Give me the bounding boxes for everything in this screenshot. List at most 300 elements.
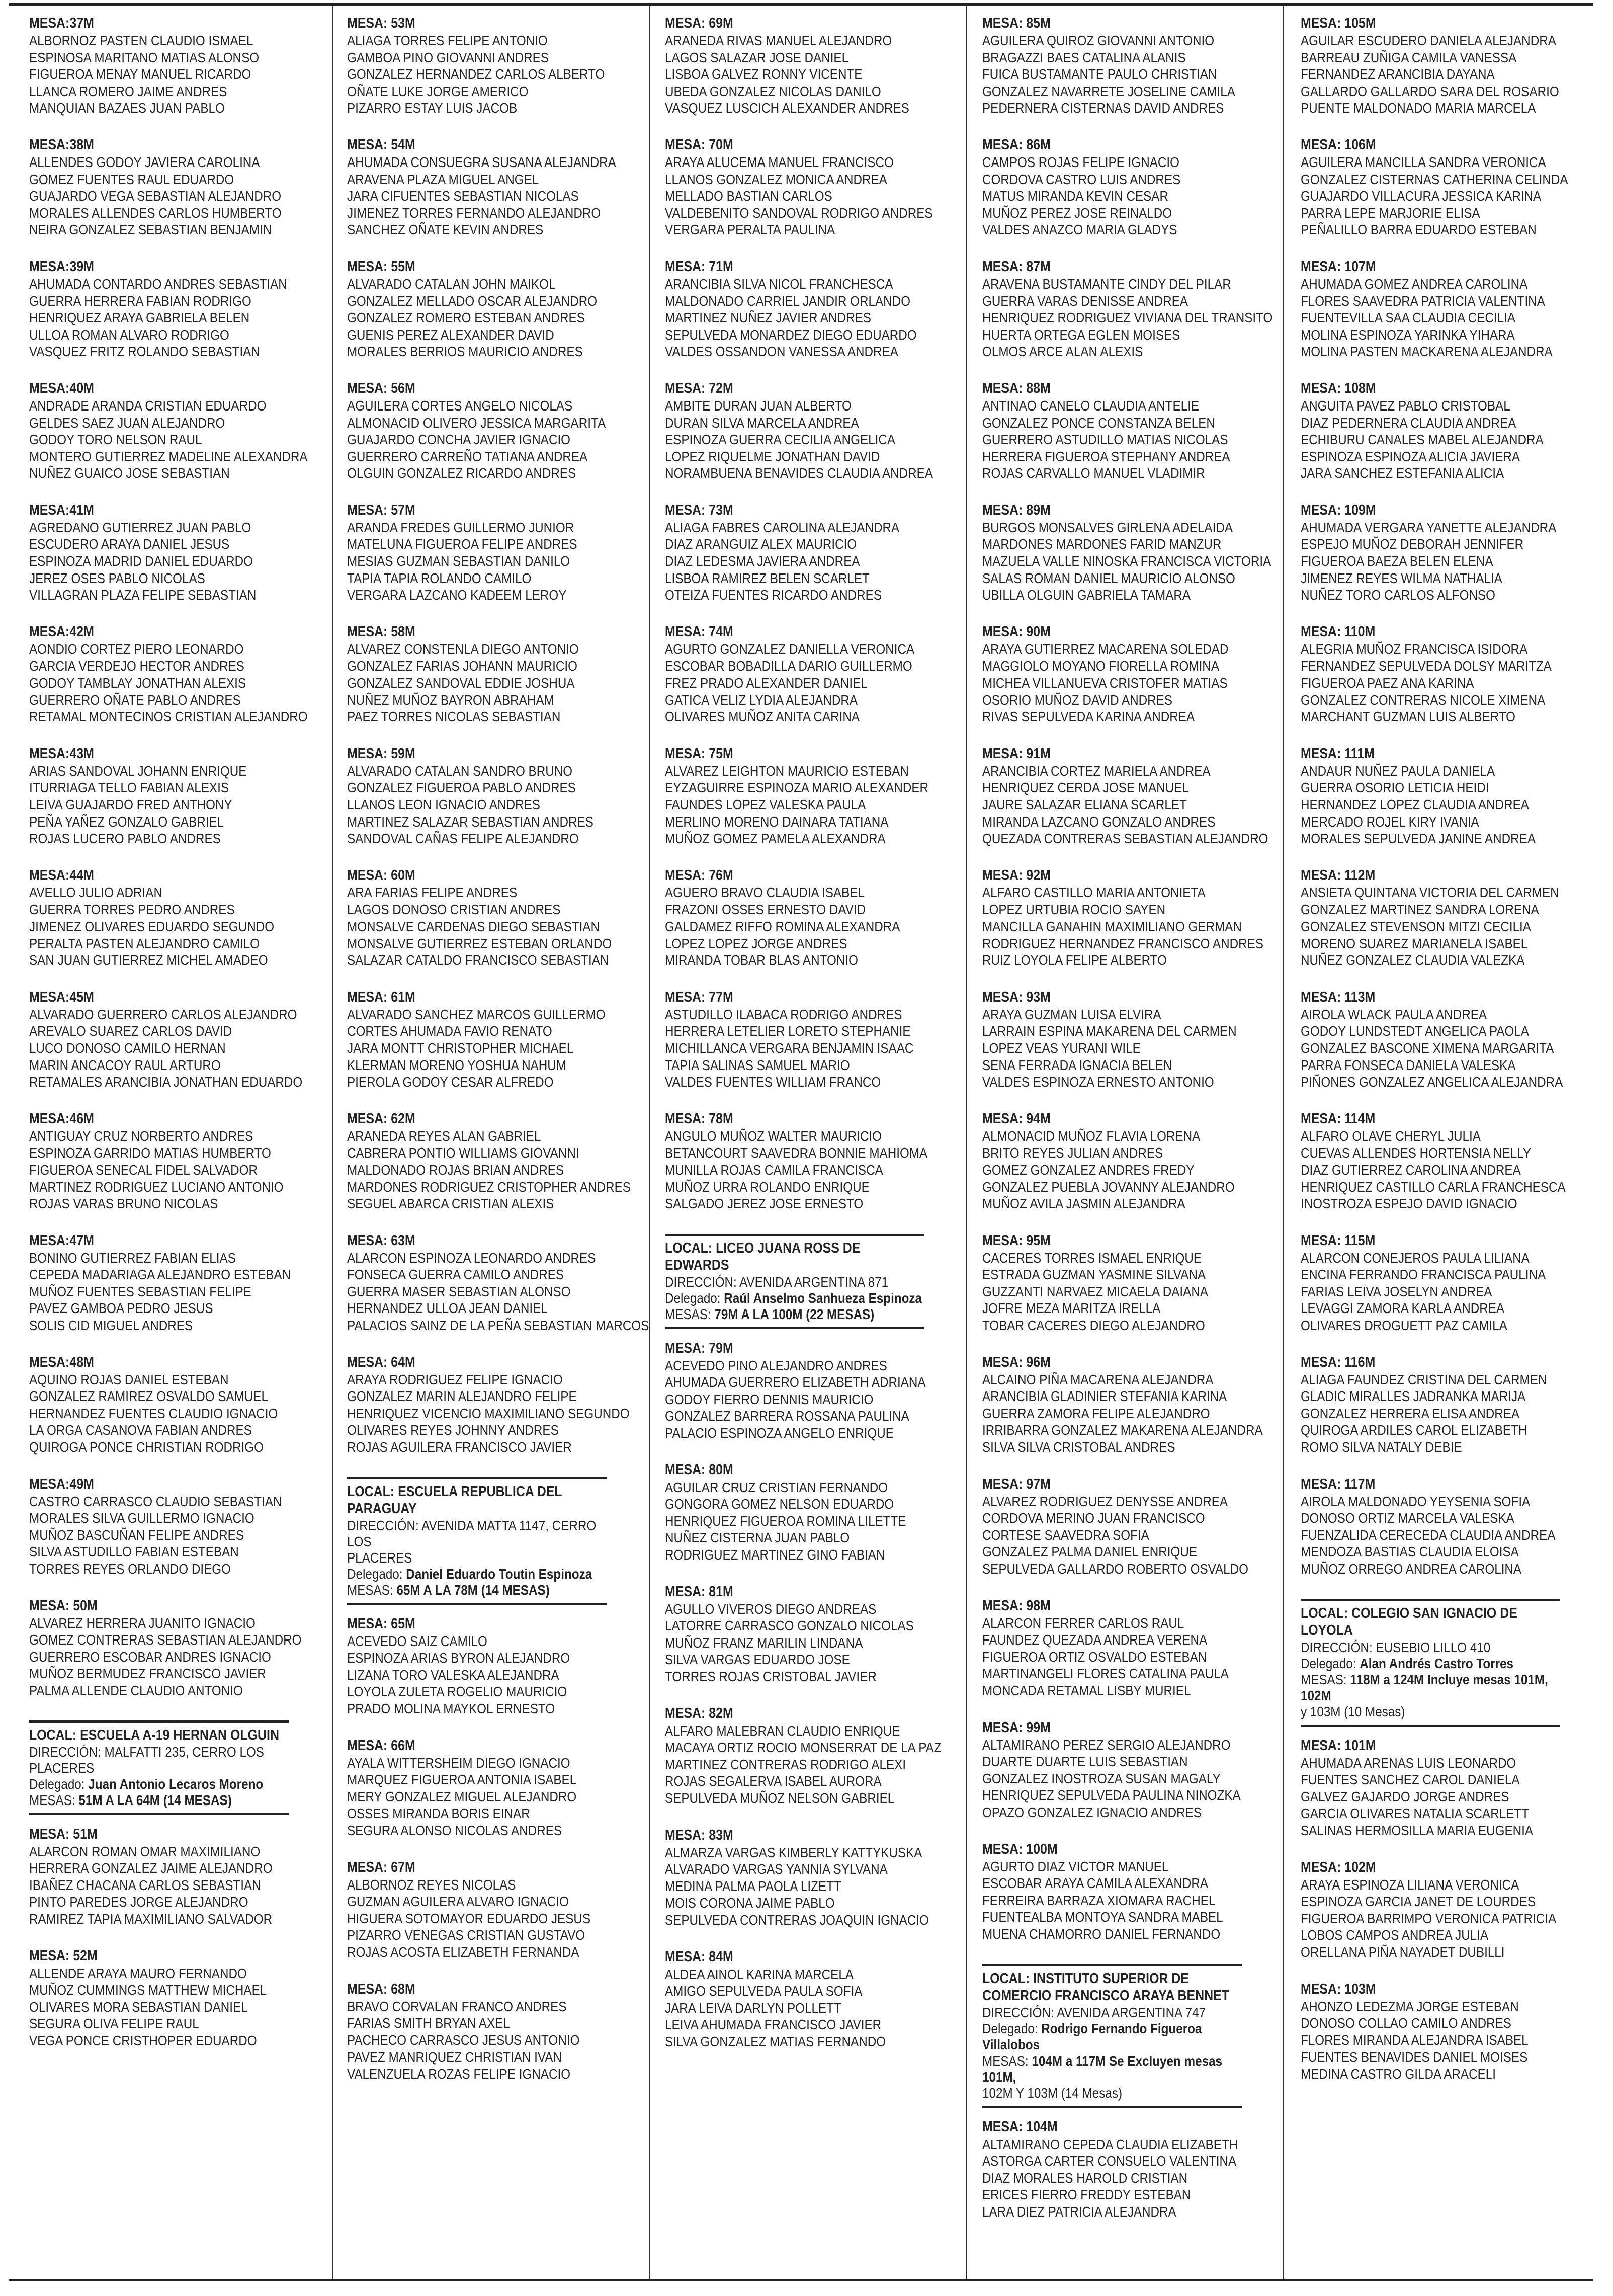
voter-name: GUERRA VARAS DENISSE ANDREA	[982, 292, 1188, 309]
mesa-block	[347, 1232, 649, 1353]
voter-name: JIMENEZ REYES WILMA NATHALIA	[1301, 569, 1502, 586]
voter-name: MAZUELA VALLE NINOSKA FRANCISCA VICTORIA	[982, 553, 1271, 569]
voter-name: AGUILERA MANCILLA SANDRA VERONICA	[1301, 153, 1546, 170]
local-detail-value: 65M A LA 78M (14 MESAS)	[396, 1581, 550, 1598]
mesa-block	[665, 14, 924, 136]
voter-name: GAMBOA PINO GIOVANNI ANDRES	[347, 49, 549, 65]
column-divider	[1283, 5, 1284, 2279]
voter-name: ALTAMIRANO PEREZ SERGIO ALEJANDRO	[982, 1736, 1231, 1753]
voter-name: GALVEZ GAJARDO JORGE ANDRES	[1301, 1788, 1509, 1805]
voter-name: SALINAS HERMOSILLA MARIA EUGENIA	[1301, 1822, 1534, 1838]
mesa-block	[29, 136, 289, 258]
spacer	[29, 360, 289, 379]
voter-name: FIGUEROA PAEZ ANA KARINA	[1301, 675, 1474, 691]
spacer	[1301, 1334, 1560, 1353]
spacer	[29, 604, 289, 623]
mesa-block	[982, 379, 1242, 501]
local-detail-value: 79M A LA 100M (22 MESAS)	[714, 1305, 875, 1322]
mesa-title: MESA: 90M	[982, 623, 1051, 640]
voter-name: MUÑOZ AVILA JASMIN ALEJANDRA	[982, 1195, 1185, 1212]
voter-name: HENRIQUEZ CASTILLO CARLA FRANCHESCA	[1301, 1178, 1566, 1195]
voter-name: JARA CIFUENTES SEBASTIAN NICOLAS	[347, 188, 579, 204]
voter-name: LARRAIN ESPINA MAKARENA DEL CARMEN	[982, 1023, 1237, 1039]
spacer	[982, 1334, 1242, 1353]
voter-name: AGULLO VIVEROS DIEGO ANDREAS	[665, 1600, 877, 1617]
voter-name: CABRERA PONTIO WILLIAMS GIOVANNI	[347, 1144, 579, 1161]
voter-name: SEPULVEDA MONARDEZ DIEGO EDUARDO	[665, 326, 917, 343]
spacer	[29, 1091, 289, 1110]
voter-name: LEIVA GUAJARDO FRED ANTHONY	[29, 796, 232, 812]
mesa-title: MESA:37M	[29, 15, 94, 31]
voter-name: ACEVEDO PINO ALEJANDRO ANDRES	[665, 1357, 887, 1373]
mesa-block	[665, 1583, 924, 1704]
voter-name: JARA MONTT CHRISTOPHER MICHAEL	[347, 1039, 574, 1056]
voter-name: DIAZ GUTIERREZ CAROLINA ANDREA	[1301, 1161, 1521, 1178]
spacer	[1301, 1578, 1560, 1597]
voter-name: SOLIS CID MIGUEL ANDRES	[29, 1317, 193, 1334]
column-3	[665, 14, 942, 2273]
local-detail-value: Raúl Anselmo Sanhueza Espinoza	[724, 1289, 922, 1306]
spacer	[665, 238, 924, 258]
voter-name: MICHEA VILLANUEVA CRISTOFER MATIAS	[982, 675, 1228, 691]
voter-name: ROJAS VARAS BRUNO NICOLAS	[29, 1195, 218, 1212]
voter-name: ALARCON CONEJEROS PAULA LILIANA	[1301, 1249, 1530, 1266]
voter-name: FIGUEROA ORTIZ OSVALDO ESTEBAN	[982, 1648, 1207, 1665]
voter-name: AREVALO SUAREZ CARLOS DAVID	[29, 1023, 232, 1039]
voter-name: GUERRA HERRERA FABIAN RODRIGO	[29, 292, 251, 309]
mesa-title: MESA:41M	[29, 502, 94, 518]
voter-name: ALCAINO PIÑA MACARENA ALEJANDRA	[982, 1371, 1214, 1387]
voter-name: ESPINOSA MARITANO MATIAS ALONSO	[29, 49, 260, 65]
local-block	[347, 1477, 607, 1605]
voter-name: LUCO DONOSO CAMILO HERNAN	[29, 1039, 226, 1056]
local-detail-label: Delegado:	[1301, 1655, 1360, 1671]
voter-name: LOYOLA ZULETA ROGELIO MAURICIO	[347, 1683, 567, 1700]
voter-name: DUARTE DUARTE LUIS SEBASTIAN	[982, 1753, 1188, 1770]
voter-name: RIVAS SEPULVEDA KARINA ANDREA	[982, 708, 1195, 725]
mesa-block	[29, 14, 289, 136]
column-4	[982, 14, 1273, 2273]
voter-name: ARAYA RODRIGUEZ FELIPE IGNACIO	[347, 1371, 563, 1387]
voter-name: ANTIGUAY CRUZ NORBERTO ANDRES	[29, 1127, 253, 1144]
spacer	[347, 1091, 607, 1110]
local-detail-line	[665, 1306, 924, 1322]
voter-name: GOMEZ CONTRERAS SEBASTIAN ALEJANDRO	[29, 1631, 302, 1648]
voter-name: PALACIOS SAINZ DE LA PEÑA SEBASTIAN MARCOS	[347, 1317, 649, 1334]
mesa-title: MESA:47M	[29, 1232, 94, 1249]
voter-name: ALFARO OLAVE CHERYL JULIA	[1301, 1127, 1481, 1144]
spacer	[1301, 238, 1560, 258]
voter-name: RAMIREZ TAPIA MAXIMILIANO SALVADOR	[29, 1910, 273, 1927]
voter-name: SENA FERRADA IGNACIA BELEN	[982, 1056, 1172, 1073]
voter-name: GUENIS PEREZ ALEXANDER DAVID	[347, 326, 554, 343]
voter-name: MARTINEZ NUÑEZ JAVIER ANDRES	[665, 309, 871, 326]
mesa-title: MESA: 98M	[982, 1597, 1051, 1614]
voter-name: VALDES ANAZCO MARIA GLADYS	[982, 221, 1177, 238]
voter-name: GUAJARDO VEGA SEBASTIAN ALEJANDRO	[29, 188, 282, 204]
voter-name: PEÑA YAÑEZ GONZALO GABRIEL	[29, 813, 224, 830]
voter-name: MICHILLANCA VERGARA BENJAMIN ISAAC	[665, 1039, 914, 1056]
mesa-title: MESA: 59M	[347, 745, 415, 762]
voter-name: SILVA SILVA CRISTOBAL ANDRES	[982, 1439, 1175, 1455]
spacer	[1301, 847, 1560, 866]
spacer	[347, 1961, 607, 1980]
mesa-block	[982, 745, 1268, 866]
voter-name: HENRIQUEZ VICENCIO MAXIMILIANO SEGUNDO	[347, 1405, 630, 1421]
voter-name: OLIVARES MUÑOZ ANITA CARINA	[665, 708, 860, 725]
mesa-block	[665, 379, 933, 501]
voter-name: ESPINOZA ESPINOZA ALICIA JAVIERA	[1301, 448, 1520, 464]
voter-name: GUERRA MASER SEBASTIAN ALONSO	[347, 1283, 571, 1299]
voter-name: PIZARRO ESTAY LUIS JACOB	[347, 100, 518, 116]
mesa-block	[982, 1232, 1242, 1353]
voter-name: ITURRIAGA TELLO FABIAN ALEXIS	[29, 779, 229, 796]
voter-name: BURGOS MONSALVES GIRLENA ADELAIDA	[982, 519, 1233, 535]
local-detail-label: Delegado:	[29, 1775, 89, 1792]
voter-name: MORALES SILVA GUILLERMO IGNACIO	[29, 1510, 254, 1526]
spacer	[1301, 604, 1560, 623]
voter-name: MARIN ANCACOY RAUL ARTURO	[29, 1056, 221, 1073]
mesa-title: MESA:40M	[29, 380, 94, 396]
local-detail-line	[1301, 1703, 1560, 1719]
voter-name: OSORIO MUÑOZ DAVID ANDRES	[982, 691, 1173, 708]
voter-name: ESPEJO MUÑOZ DEBORAH JENNIFER	[1301, 536, 1524, 552]
local-name: LOCAL: COLEGIO SAN IGNACIO DE LOYOLA	[1301, 1605, 1517, 1638]
voter-name: FIGUEROA BAEZA BELEN ELENA	[1301, 553, 1493, 569]
spacer	[29, 1212, 289, 1232]
voter-name: MUÑOZ BERMUDEZ FRANCISCO JAVIER	[29, 1665, 266, 1682]
mesa-title: MESA: 117M	[1301, 1475, 1376, 1492]
voter-name: LOPEZ LOPEZ JORGE ANDRES	[665, 935, 847, 951]
voter-name: OLMOS ARCE ALAN ALEXIS	[982, 343, 1143, 360]
voter-name: IBAÑEZ CHACANA CARLOS SEBASTIAN	[29, 1876, 261, 1893]
mesa-title: MESA: 112M	[1301, 867, 1376, 883]
voter-name: UBEDA GONZALEZ NICOLAS DANILO	[665, 83, 881, 99]
voter-name: PARRA LEPE MARJORIE ELISA	[1301, 204, 1480, 221]
local-detail-line	[347, 1566, 607, 1582]
voter-name: NUÑEZ CISTERNA JUAN PABLO	[665, 1529, 850, 1546]
spacer	[982, 238, 1242, 258]
voter-name: MALDONADO ROJAS BRIAN ANDRES	[347, 1161, 564, 1178]
voter-name: GLADIC MIRALLES JADRANKA MARIJA	[1301, 1388, 1526, 1405]
voter-name: VALDES OSSANDON VANESSA ANDREA	[665, 343, 898, 360]
voter-name: ALMARZA VARGAS KIMBERLY KATTYKUSKA	[665, 1844, 922, 1860]
voter-name: TOBAR CACERES DIEGO ALEJANDRO	[982, 1317, 1205, 1334]
local-block	[29, 1720, 289, 1815]
voter-name: CEPEDA MADARIAGA ALEJANDRO ESTEBAN	[29, 1266, 291, 1283]
local-detail-line	[347, 1517, 607, 1549]
voter-name: FIGUEROA BARRIMPO VERONICA PATRICIA	[1301, 1910, 1557, 1926]
mesa-title: MESA: 56M	[347, 380, 415, 396]
voter-name: GONZALEZ FARIAS JOHANN MAURICIO	[347, 658, 577, 674]
voter-name: ESPINOZA GARRIDO MATIAS HUMBERTO	[29, 1144, 271, 1161]
local-detail-value: Villalobos	[982, 2036, 1040, 2053]
voter-name: AGREDANO GUTIERREZ JUAN PABLO	[29, 519, 251, 535]
voter-name: GONZALEZ BASCONE XIMENA MARGARITA	[1301, 1039, 1554, 1056]
voter-name: SEGURA OLIVA FELIPE RAUL	[29, 2015, 199, 2032]
voter-name: MEDINA CASTRO GILDA ARACELI	[1301, 2065, 1496, 2082]
voter-name: AHONZO LEDEZMA JORGE ESTEBAN	[1301, 1998, 1519, 2014]
spacer	[347, 725, 607, 745]
voter-name: LOPEZ VEAS YURANI WILE	[982, 1039, 1141, 1056]
voter-name: VALENZUELA ROZAS FELIPE IGNACIO	[347, 2065, 571, 2082]
mesa-title: MESA: 104M	[982, 2118, 1058, 2135]
spacer	[347, 482, 607, 501]
voter-name: GONZALEZ MELLADO OSCAR ALEJANDRO	[347, 292, 598, 309]
mesa-title: MESA: 85M	[982, 15, 1051, 31]
voter-name: ALIAGA FABRES CAROLINA ALEJANDRA	[665, 519, 900, 535]
local-detail-line	[982, 2004, 1242, 2020]
top-rule	[9, 3, 1593, 6]
voter-name: JOFRE MEZA MARITZA IRELLA	[982, 1300, 1161, 1317]
local-detail-line	[665, 1274, 924, 1290]
voter-name: ANDRADE ARANDA CRISTIAN EDUARDO	[29, 397, 267, 414]
voter-name: OLGUIN GONZALEZ RICARDO ANDRES	[347, 465, 576, 481]
voter-name: TORRES REYES ORLANDO DIEGO	[29, 1561, 231, 1577]
spacer	[1301, 1091, 1560, 1110]
voter-name: GUERRERO CARREÑO TATIANA ANDREA	[347, 448, 588, 464]
mesa-block	[29, 379, 308, 501]
mesa-title: MESA: 60M	[347, 867, 415, 883]
voter-name: MELLADO BASTIAN CARLOS	[665, 188, 832, 204]
local-detail-label: DIRECCIÓN: EUSEBIO LILLO 410	[1301, 1638, 1491, 1655]
voter-name: ORELLANA PIÑA NAYADET DUBILLI	[1301, 1943, 1505, 1960]
voter-name: AGUILERA CORTES ANGELO NICOLAS	[347, 397, 573, 414]
mesa-block	[347, 14, 607, 136]
voter-name: ALVARADO GUERRERO CARLOS ALEJANDRO	[29, 1006, 297, 1022]
spacer	[29, 1456, 289, 1475]
mesa-block	[1301, 14, 1560, 136]
mesa-block	[29, 1353, 289, 1475]
spacer	[665, 1564, 924, 1583]
voter-name: MERCADO ROJEL KIRY IVANIA	[1301, 813, 1479, 830]
mesa-block	[665, 1339, 924, 1461]
mesa-title: MESA:45M	[29, 989, 94, 1005]
mesa-title: MESA: 62M	[347, 1110, 415, 1127]
voter-name: ARANEDA RIVAS MANUEL ALEJANDRO	[665, 32, 892, 48]
local-detail-label: DIRECCIÓN: AVENIDA ARGENTINA 747	[982, 2004, 1206, 2020]
voter-name: PIZARRO VENEGAS CRISTIAN GUSTAVO	[347, 1927, 585, 1943]
voter-name: AMIGO SEPULVEDA PAULA SOFIA	[665, 1983, 863, 1999]
mesa-title: MESA: 69M	[665, 15, 733, 31]
voter-name: MEDINA PALMA PAOLA LIZETT	[665, 1877, 841, 1894]
voter-name: HENRIQUEZ RODRIGUEZ VIVIANA DEL TRANSITO	[982, 309, 1273, 326]
voter-name: KLERMAN MORENO YOSHUA NAHUM	[347, 1056, 566, 1073]
voter-name: LAGOS SALAZAR JOSE DANIEL	[665, 49, 849, 65]
voter-name: ALVARADO VARGAS YANNIA SYLVANA	[665, 1861, 888, 1877]
voter-name: CORDOVA CASTRO LUIS ANDRES	[982, 171, 1181, 187]
mesa-block	[665, 866, 924, 988]
spacer	[982, 1943, 1242, 1962]
mesa-title: MESA: 79M	[665, 1340, 733, 1356]
voter-name: MUÑOZ ORREGO ANDREA CAROLINA	[1301, 1561, 1522, 1577]
spacer	[347, 1839, 607, 1858]
voter-name: GODOY TORO NELSON RAUL	[29, 431, 202, 448]
voter-name: ARIAS SANDOVAL JOHANN ENRIQUE	[29, 762, 247, 779]
voter-name: GUERRA ZAMORA FELIPE ALEJANDRO	[982, 1405, 1210, 1421]
local-block	[665, 1234, 924, 1329]
mesa-title: MESA: 65M	[347, 1615, 415, 1632]
voter-name: QUIROGA PONCE CHRISTIAN RODRIGO	[29, 1439, 264, 1455]
voter-name: RUIZ LOYOLA FELIPE ALBERTO	[982, 952, 1167, 968]
mesa-block	[982, 988, 1242, 1110]
voter-name: GONZALEZ STEVENSON MITZI CECILIA	[1301, 918, 1531, 934]
spacer	[29, 969, 289, 988]
voter-name: JIMENEZ TORRES FERNANDO ALEJANDRO	[347, 204, 601, 221]
mesa-block	[665, 988, 924, 1110]
mesa-title: MESA: 103M	[1301, 1981, 1376, 1997]
voter-name: ROMO SILVA NATALY DEBIE	[1301, 1439, 1462, 1455]
mesa-block	[347, 1353, 630, 1475]
spacer	[1301, 482, 1560, 501]
voter-name: PEDERNERA CISTERNAS DAVID ANDRES	[982, 100, 1224, 116]
local-detail-label: MESAS:	[347, 1581, 397, 1598]
voter-name: MUÑOZ GOMEZ PAMELA ALEXANDRA	[665, 830, 886, 847]
mesa-block	[982, 136, 1242, 258]
voter-name: FIGUEROA SENECAL FIDEL SALVADOR	[29, 1161, 258, 1178]
voter-name: EYZAGUIRRE ESPINOZA MARIO ALEXANDER	[665, 779, 929, 796]
spacer	[347, 1717, 607, 1737]
mesa-block	[347, 258, 607, 379]
voter-name: GONZALEZ CISTERNAS CATHERINA CELINDA	[1301, 171, 1568, 187]
mesa-title: MESA: 83M	[665, 1827, 733, 1843]
voter-name: VEGA PONCE CRISTHOPER EDUARDO	[29, 2032, 257, 2048]
mesa-title: MESA:39M	[29, 258, 94, 275]
voter-name: ESCOBAR BOBADILLA DARIO GUILLERMO	[665, 658, 912, 674]
mesa-block	[982, 1718, 1242, 1840]
mesa-title: MESA: 73M	[665, 502, 733, 518]
spacer	[665, 725, 924, 745]
spacer	[29, 847, 289, 866]
voter-name: MACAYA ORTIZ ROCIO MONSERRAT DE LA PAZ	[665, 1739, 942, 1756]
mesa-title: MESA: 63M	[347, 1232, 415, 1249]
mesa-block	[982, 501, 1271, 623]
spacer	[665, 847, 924, 866]
voter-name: CACERES TORRES ISMAEL ENRIQUE	[982, 1249, 1202, 1266]
voter-name: GONZALEZ NAVARRETE JOSELINE CAMILA	[982, 83, 1235, 99]
voter-name: GUZZANTI NARVAEZ MICAELA DAIANA	[982, 1283, 1209, 1299]
voter-name: IRRIBARRA GONZALEZ MAKARENA ALEJANDRA	[982, 1422, 1263, 1438]
mesa-block	[1301, 1980, 1560, 2102]
mesa-block	[347, 136, 616, 258]
voter-name: GONZALEZ ROMERO ESTEBAN ANDRES	[347, 309, 585, 326]
mesa-title: MESA: 81M	[665, 1583, 733, 1600]
voter-name: ALVARADO CATALAN SANDRO BRUNO	[347, 762, 573, 779]
column-divider	[966, 5, 967, 2279]
voter-name: TAPIA SALINAS SAMUEL MARIO	[665, 1056, 850, 1073]
voter-name: GONZALEZ MARIN ALEJANDRO FELIPE	[347, 1388, 577, 1405]
voter-name: GONZALEZ PONCE CONSTANZA BELEN	[982, 414, 1215, 431]
voter-name: AGUILAR CRUZ CRISTIAN FERNANDO	[665, 1479, 888, 1495]
voter-name: ARAVENA PLAZA MIGUEL ANGEL	[347, 171, 539, 187]
local-detail-label: MESAS:	[665, 1305, 715, 1322]
voter-name: VILLAGRAN PLAZA FELIPE SEBASTIAN	[29, 587, 257, 603]
voter-name: MARTINEZ SALAZAR SEBASTIAN ANDRES	[347, 813, 593, 830]
voter-name: HERRERA LETELIER LORETO STEPHANIE	[665, 1023, 911, 1039]
mesa-block	[665, 1826, 929, 1948]
voter-name: FERREIRA BARRAZA XIOMARA RACHEL	[982, 1892, 1216, 1908]
mesa-title: MESA: 116M	[1301, 1354, 1376, 1370]
voter-name: CORTESE SAAVEDRA SOFIA	[982, 1526, 1149, 1543]
mesa-title: MESA: 53M	[347, 15, 415, 31]
spacer	[29, 2049, 289, 2069]
voter-name: LOPEZ URTUBIA ROCIO SAYEN	[982, 901, 1166, 918]
mesa-title: MESA: 110M	[1301, 623, 1376, 640]
voter-name: ANDAUR NUÑEZ PAULA DANIELA	[1301, 762, 1495, 779]
voter-name: GALDAMEZ RIFFO ROMINA ALEXANDRA	[665, 918, 900, 934]
mesa-block	[665, 745, 929, 866]
local-detail-line	[29, 1744, 289, 1776]
voter-name: MIRANDA LAZCANO GONZALO ANDRES	[982, 813, 1216, 830]
mesa-title: MESA:46M	[29, 1110, 94, 1127]
voter-name: PAEZ TORRES NICOLAS SEBASTIAN	[347, 708, 561, 725]
voter-name: DIAZ LEDESMA JAVIERA ANDREA	[665, 553, 860, 569]
voter-name: ALVAREZ CONSTENLA DIEGO ANTONIO	[347, 640, 579, 657]
voter-name: ANSIETA QUINTANA VICTORIA DEL CARMEN	[1301, 884, 1559, 900]
voter-name: ALEGRIA MUÑOZ FRANCISCA ISIDORA	[1301, 640, 1528, 657]
voter-name: ROJAS CARVALLO MANUEL VLADIMIR	[982, 465, 1205, 481]
column-2	[347, 14, 649, 2273]
mesa-title: MESA: 54M	[347, 136, 415, 153]
mesa-block	[347, 1110, 631, 1232]
voter-name: MUENA CHAMORRO DANIEL FERNANDO	[982, 1925, 1221, 1942]
local-detail-label: DIRECCIÓN: MALFATTI 235, CERRO LOS PLACERES	[29, 1743, 264, 1776]
voter-name: BRITO REYES JULIAN ANDRES	[982, 1144, 1163, 1161]
voter-name: ALARCON FERRER CARLOS RAUL	[982, 1614, 1184, 1631]
mesa-block	[982, 1840, 1242, 1962]
mesa-block	[29, 1947, 289, 2069]
voter-name: JAURE SALAZAR ELIANA SCARLET	[982, 796, 1187, 812]
voter-name: PINTO PAREDES JORGE ALEJANDRO	[29, 1894, 248, 1910]
voter-name: ESPINOZA GUERRA CECILIA ANGELICA	[665, 431, 896, 448]
local-detail-value: Alan Andrés Castro Torres	[1360, 1655, 1514, 1671]
voter-name: ALARCON ESPINOZA LEONARDO ANDRES	[347, 1249, 596, 1266]
voter-name: MANCILLA GANAHIN MAXIMILIANO GERMAN	[982, 918, 1242, 934]
voter-name: OLIVARES DROGUETT PAZ CAMILA	[1301, 1317, 1507, 1334]
voter-name: MUÑOZ FRANZ MARILIN LINDANA	[665, 1634, 863, 1651]
mesa-title: MESA: 111M	[1301, 745, 1375, 762]
mesa-title: MESA: 75M	[665, 745, 733, 762]
mesa-title: MESA: 55M	[347, 258, 415, 275]
voter-name: MOIS CORONA JAIME PABLO	[665, 1895, 835, 1911]
voter-name: SEGURA ALONSO NICOLAS ANDRES	[347, 1822, 562, 1838]
voter-name: GELDES SAEZ JUAN ALEJANDRO	[29, 414, 225, 431]
voter-name: DIAZ PEDERNERA CLAUDIA ANDREA	[1301, 414, 1516, 431]
voter-name: PAVEZ GAMBOA PEDRO JESUS	[29, 1300, 213, 1317]
voter-name: FUENZALIDA CERECEDA CLAUDIA ANDREA	[1301, 1526, 1556, 1543]
mesa-block	[982, 1353, 1263, 1475]
spacer	[29, 117, 289, 136]
voter-name: DONOSO ORTIZ MARCELA VALESKA	[1301, 1510, 1514, 1526]
voter-name: AHUMADA CONSUEGRA SUSANA ALEJANDRA	[347, 153, 616, 170]
mesa-block	[29, 623, 308, 745]
spacer	[29, 1578, 289, 1597]
local-name: LOCAL: ESCUELA A-19 HERNAN OLGUIN	[29, 1727, 279, 1743]
voter-name: AIROLA MALDONADO YEYSENIA SOFIA	[1301, 1493, 1531, 1509]
spacer	[347, 604, 607, 623]
voter-name: TORRES ROJAS CRISTOBAL JAVIER	[665, 1668, 877, 1684]
mesa-block	[982, 866, 1263, 988]
local-name: LOCAL: INSTITUTO SUPERIOR DE COMERCIO FRANCISCO ARAYA BENNET	[982, 1970, 1230, 2004]
mesa-block	[982, 1475, 1249, 1597]
voter-name: MATUS MIRANDA KEVIN CESAR	[982, 188, 1168, 204]
mesa-title: MESA: 61M	[347, 989, 415, 1005]
column-1	[29, 14, 308, 2273]
voter-name: MORALES SEPULVEDA JANINE ANDREA	[1301, 830, 1536, 847]
voter-name: GALLARDO GALLARDO SARA DEL ROSARIO	[1301, 83, 1559, 99]
voter-name: MARTINEZ RODRIGUEZ LUCIANO ANTONIO	[29, 1178, 284, 1195]
voter-name: AVELLO JULIO ADRIAN	[29, 884, 162, 900]
